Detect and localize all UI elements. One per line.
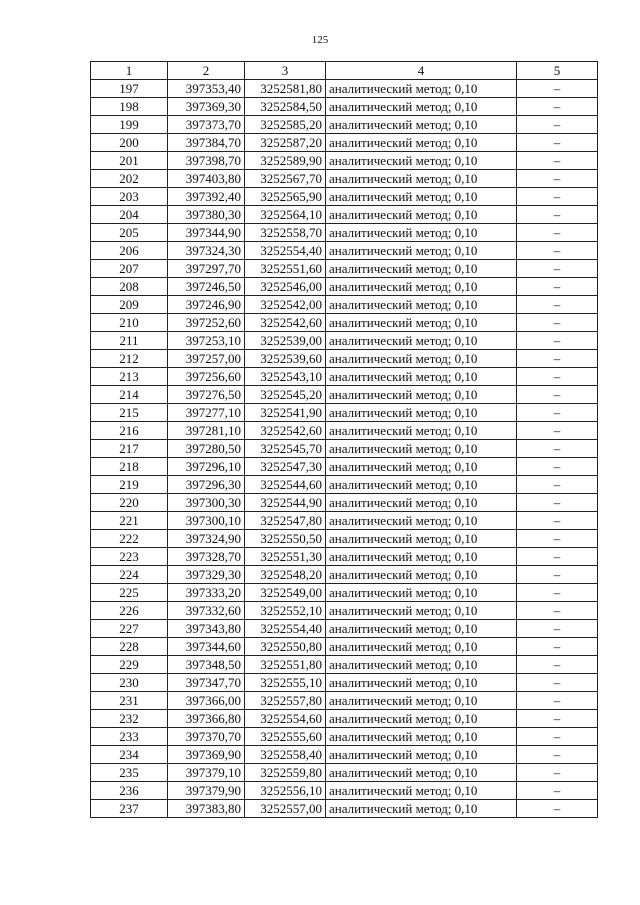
method-accuracy-cell: аналитический метод; 0,10 bbox=[326, 782, 517, 800]
y-coordinate-cell: 3252545,20 bbox=[245, 386, 326, 404]
note-cell: – bbox=[517, 368, 598, 386]
x-coordinate-cell: 397373,70 bbox=[168, 116, 245, 134]
point-number-cell: 231 bbox=[91, 692, 168, 710]
table-row bbox=[91, 494, 598, 512]
x-coordinate-cell: 397366,80 bbox=[168, 710, 245, 728]
x-coordinate-cell: 397379,10 bbox=[168, 764, 245, 782]
table-row bbox=[91, 116, 598, 134]
y-coordinate-cell: 3252549,00 bbox=[245, 584, 326, 602]
header-row bbox=[91, 62, 598, 80]
y-coordinate-cell: 3252558,70 bbox=[245, 224, 326, 242]
table-row bbox=[91, 728, 598, 746]
point-number-cell: 221 bbox=[91, 512, 168, 530]
header-col-2: 2 bbox=[168, 62, 245, 80]
x-coordinate-cell: 397348,50 bbox=[168, 656, 245, 674]
method-accuracy-cell: аналитический метод; 0,10 bbox=[326, 152, 517, 170]
method-accuracy-cell: аналитический метод; 0,10 bbox=[326, 314, 517, 332]
y-coordinate-cell: 3252567,70 bbox=[245, 170, 326, 188]
note-cell: – bbox=[517, 782, 598, 800]
y-coordinate-cell: 3252551,60 bbox=[245, 260, 326, 278]
table-row bbox=[91, 188, 598, 206]
method-accuracy-cell: аналитический метод; 0,10 bbox=[326, 620, 517, 638]
table-row bbox=[91, 152, 598, 170]
table-header bbox=[91, 62, 598, 80]
point-number-cell: 215 bbox=[91, 404, 168, 422]
method-accuracy-cell: аналитический метод; 0,10 bbox=[326, 530, 517, 548]
point-number-cell: 219 bbox=[91, 476, 168, 494]
note-cell: – bbox=[517, 656, 598, 674]
y-coordinate-cell: 3252557,00 bbox=[245, 800, 326, 818]
method-accuracy-cell: аналитический метод; 0,10 bbox=[326, 566, 517, 584]
x-coordinate-cell: 397366,00 bbox=[168, 692, 245, 710]
point-number-cell: 230 bbox=[91, 674, 168, 692]
point-number-cell: 198 bbox=[91, 98, 168, 116]
point-number-cell: 208 bbox=[91, 278, 168, 296]
x-coordinate-cell: 397344,60 bbox=[168, 638, 245, 656]
x-coordinate-cell: 397370,70 bbox=[168, 728, 245, 746]
y-coordinate-cell: 3252554,60 bbox=[245, 710, 326, 728]
note-cell: – bbox=[517, 134, 598, 152]
table-row bbox=[91, 278, 598, 296]
table-row bbox=[91, 404, 598, 422]
method-accuracy-cell: аналитический метод; 0,10 bbox=[326, 224, 517, 242]
table-row bbox=[91, 656, 598, 674]
method-accuracy-cell: аналитический метод; 0,10 bbox=[326, 548, 517, 566]
note-cell: – bbox=[517, 746, 598, 764]
y-coordinate-cell: 3252551,80 bbox=[245, 656, 326, 674]
table-row bbox=[91, 566, 598, 584]
note-cell: – bbox=[517, 188, 598, 206]
y-coordinate-cell: 3252547,30 bbox=[245, 458, 326, 476]
x-coordinate-cell: 397276,50 bbox=[168, 386, 245, 404]
x-coordinate-cell: 397344,90 bbox=[168, 224, 245, 242]
point-number-cell: 222 bbox=[91, 530, 168, 548]
point-number-cell: 235 bbox=[91, 764, 168, 782]
method-accuracy-cell: аналитический метод; 0,10 bbox=[326, 584, 517, 602]
note-cell: – bbox=[517, 494, 598, 512]
point-number-cell: 216 bbox=[91, 422, 168, 440]
x-coordinate-cell: 397252,60 bbox=[168, 314, 245, 332]
method-accuracy-cell: аналитический метод; 0,10 bbox=[326, 494, 517, 512]
point-number-cell: 206 bbox=[91, 242, 168, 260]
table-row bbox=[91, 674, 598, 692]
x-coordinate-cell: 397383,80 bbox=[168, 800, 245, 818]
note-cell: – bbox=[517, 260, 598, 278]
header-col-3: 3 bbox=[245, 62, 326, 80]
y-coordinate-cell: 3252587,20 bbox=[245, 134, 326, 152]
note-cell: – bbox=[517, 404, 598, 422]
point-number-cell: 218 bbox=[91, 458, 168, 476]
table-row bbox=[91, 584, 598, 602]
table-row bbox=[91, 458, 598, 476]
table-row bbox=[91, 80, 598, 98]
note-cell: – bbox=[517, 350, 598, 368]
method-accuracy-cell: аналитический метод; 0,10 bbox=[326, 674, 517, 692]
method-accuracy-cell: аналитический метод; 0,10 bbox=[326, 98, 517, 116]
point-number-cell: 233 bbox=[91, 728, 168, 746]
note-cell: – bbox=[517, 800, 598, 818]
point-number-cell: 209 bbox=[91, 296, 168, 314]
table-row bbox=[91, 260, 598, 278]
method-accuracy-cell: аналитический метод; 0,10 bbox=[326, 332, 517, 350]
point-number-cell: 228 bbox=[91, 638, 168, 656]
table-row bbox=[91, 548, 598, 566]
table-row bbox=[91, 800, 598, 818]
note-cell: – bbox=[517, 458, 598, 476]
point-number-cell: 197 bbox=[91, 80, 168, 98]
note-cell: – bbox=[517, 98, 598, 116]
y-coordinate-cell: 3252554,40 bbox=[245, 620, 326, 638]
method-accuracy-cell: аналитический метод; 0,10 bbox=[326, 80, 517, 98]
x-coordinate-cell: 397281,10 bbox=[168, 422, 245, 440]
note-cell: – bbox=[517, 332, 598, 350]
note-cell: – bbox=[517, 80, 598, 98]
y-coordinate-cell: 3252558,40 bbox=[245, 746, 326, 764]
y-coordinate-cell: 3252565,90 bbox=[245, 188, 326, 206]
y-coordinate-cell: 3252555,60 bbox=[245, 728, 326, 746]
y-coordinate-cell: 3252552,10 bbox=[245, 602, 326, 620]
x-coordinate-cell: 397398,70 bbox=[168, 152, 245, 170]
x-coordinate-cell: 397380,30 bbox=[168, 206, 245, 224]
x-coordinate-cell: 397246,50 bbox=[168, 278, 245, 296]
note-cell: – bbox=[517, 170, 598, 188]
method-accuracy-cell: аналитический метод; 0,10 bbox=[326, 242, 517, 260]
x-coordinate-cell: 397280,50 bbox=[168, 440, 245, 458]
y-coordinate-cell: 3252581,80 bbox=[245, 80, 326, 98]
header-col-5: 5 bbox=[517, 62, 598, 80]
table-row bbox=[91, 386, 598, 404]
x-coordinate-cell: 397257,00 bbox=[168, 350, 245, 368]
point-number-cell: 212 bbox=[91, 350, 168, 368]
method-accuracy-cell: аналитический метод; 0,10 bbox=[326, 710, 517, 728]
method-accuracy-cell: аналитический метод; 0,10 bbox=[326, 692, 517, 710]
method-accuracy-cell: аналитический метод; 0,10 bbox=[326, 206, 517, 224]
x-coordinate-cell: 397256,60 bbox=[168, 368, 245, 386]
page-number: 125 bbox=[311, 34, 329, 46]
note-cell: – bbox=[517, 476, 598, 494]
note-cell: – bbox=[517, 242, 598, 260]
method-accuracy-cell: аналитический метод; 0,10 bbox=[326, 386, 517, 404]
table-body bbox=[91, 80, 598, 818]
table-row bbox=[91, 512, 598, 530]
y-coordinate-cell: 3252564,10 bbox=[245, 206, 326, 224]
table-row bbox=[91, 242, 598, 260]
x-coordinate-cell: 397324,30 bbox=[168, 242, 245, 260]
x-coordinate-cell: 397353,40 bbox=[168, 80, 245, 98]
point-number-cell: 203 bbox=[91, 188, 168, 206]
note-cell: – bbox=[517, 710, 598, 728]
x-coordinate-cell: 397253,10 bbox=[168, 332, 245, 350]
note-cell: – bbox=[517, 440, 598, 458]
method-accuracy-cell: аналитический метод; 0,10 bbox=[326, 350, 517, 368]
point-number-cell: 210 bbox=[91, 314, 168, 332]
note-cell: – bbox=[517, 152, 598, 170]
y-coordinate-cell: 3252585,20 bbox=[245, 116, 326, 134]
point-number-cell: 217 bbox=[91, 440, 168, 458]
x-coordinate-cell: 397300,30 bbox=[168, 494, 245, 512]
point-number-cell: 202 bbox=[91, 170, 168, 188]
table-row bbox=[91, 98, 598, 116]
coordinates-table bbox=[90, 61, 598, 818]
note-cell: – bbox=[517, 314, 598, 332]
y-coordinate-cell: 3252544,60 bbox=[245, 476, 326, 494]
y-coordinate-cell: 3252555,10 bbox=[245, 674, 326, 692]
note-cell: – bbox=[517, 548, 598, 566]
y-coordinate-cell: 3252551,30 bbox=[245, 548, 326, 566]
table-row bbox=[91, 476, 598, 494]
method-accuracy-cell: аналитический метод; 0,10 bbox=[326, 116, 517, 134]
table-row bbox=[91, 224, 598, 242]
note-cell: – bbox=[517, 386, 598, 404]
point-number-cell: 201 bbox=[91, 152, 168, 170]
note-cell: – bbox=[517, 422, 598, 440]
point-number-cell: 204 bbox=[91, 206, 168, 224]
y-coordinate-cell: 3252542,00 bbox=[245, 296, 326, 314]
x-coordinate-cell: 397379,90 bbox=[168, 782, 245, 800]
x-coordinate-cell: 397296,10 bbox=[168, 458, 245, 476]
x-coordinate-cell: 397343,80 bbox=[168, 620, 245, 638]
point-number-cell: 232 bbox=[91, 710, 168, 728]
y-coordinate-cell: 3252547,80 bbox=[245, 512, 326, 530]
note-cell: – bbox=[517, 728, 598, 746]
x-coordinate-cell: 397277,10 bbox=[168, 404, 245, 422]
table-row bbox=[91, 332, 598, 350]
y-coordinate-cell: 3252548,20 bbox=[245, 566, 326, 584]
y-coordinate-cell: 3252589,90 bbox=[245, 152, 326, 170]
note-cell: – bbox=[517, 638, 598, 656]
table-row bbox=[91, 530, 598, 548]
table-row bbox=[91, 350, 598, 368]
point-number-cell: 220 bbox=[91, 494, 168, 512]
y-coordinate-cell: 3252544,90 bbox=[245, 494, 326, 512]
table-row bbox=[91, 710, 598, 728]
y-coordinate-cell: 3252543,10 bbox=[245, 368, 326, 386]
x-coordinate-cell: 397329,30 bbox=[168, 566, 245, 584]
table-row bbox=[91, 782, 598, 800]
method-accuracy-cell: аналитический метод; 0,10 bbox=[326, 602, 517, 620]
y-coordinate-cell: 3252550,50 bbox=[245, 530, 326, 548]
method-accuracy-cell: аналитический метод; 0,10 bbox=[326, 476, 517, 494]
note-cell: – bbox=[517, 764, 598, 782]
method-accuracy-cell: аналитический метод; 0,10 bbox=[326, 134, 517, 152]
note-cell: – bbox=[517, 224, 598, 242]
table-row bbox=[91, 314, 598, 332]
method-accuracy-cell: аналитический метод; 0,10 bbox=[326, 170, 517, 188]
point-number-cell: 226 bbox=[91, 602, 168, 620]
note-cell: – bbox=[517, 674, 598, 692]
method-accuracy-cell: аналитический метод; 0,10 bbox=[326, 512, 517, 530]
note-cell: – bbox=[517, 278, 598, 296]
y-coordinate-cell: 3252541,90 bbox=[245, 404, 326, 422]
point-number-cell: 223 bbox=[91, 548, 168, 566]
y-coordinate-cell: 3252554,40 bbox=[245, 242, 326, 260]
x-coordinate-cell: 397300,10 bbox=[168, 512, 245, 530]
note-cell: – bbox=[517, 206, 598, 224]
method-accuracy-cell: аналитический метод; 0,10 bbox=[326, 260, 517, 278]
point-number-cell: 237 bbox=[91, 800, 168, 818]
point-number-cell: 200 bbox=[91, 134, 168, 152]
table-row bbox=[91, 692, 598, 710]
table-row bbox=[91, 638, 598, 656]
point-number-cell: 213 bbox=[91, 368, 168, 386]
x-coordinate-cell: 397296,30 bbox=[168, 476, 245, 494]
table-row bbox=[91, 602, 598, 620]
table-row bbox=[91, 368, 598, 386]
point-number-cell: 227 bbox=[91, 620, 168, 638]
y-coordinate-cell: 3252539,60 bbox=[245, 350, 326, 368]
y-coordinate-cell: 3252584,50 bbox=[245, 98, 326, 116]
y-coordinate-cell: 3252559,80 bbox=[245, 764, 326, 782]
method-accuracy-cell: аналитический метод; 0,10 bbox=[326, 458, 517, 476]
x-coordinate-cell: 397369,30 bbox=[168, 98, 245, 116]
method-accuracy-cell: аналитический метод; 0,10 bbox=[326, 656, 517, 674]
point-number-cell: 199 bbox=[91, 116, 168, 134]
method-accuracy-cell: аналитический метод; 0,10 bbox=[326, 278, 517, 296]
table-row bbox=[91, 620, 598, 638]
method-accuracy-cell: аналитический метод; 0,10 bbox=[326, 800, 517, 818]
table-row bbox=[91, 206, 598, 224]
note-cell: – bbox=[517, 116, 598, 134]
method-accuracy-cell: аналитический метод; 0,10 bbox=[326, 638, 517, 656]
note-cell: – bbox=[517, 620, 598, 638]
x-coordinate-cell: 397333,20 bbox=[168, 584, 245, 602]
table-row bbox=[91, 170, 598, 188]
method-accuracy-cell: аналитический метод; 0,10 bbox=[326, 728, 517, 746]
note-cell: – bbox=[517, 566, 598, 584]
note-cell: – bbox=[517, 296, 598, 314]
x-coordinate-cell: 397328,70 bbox=[168, 548, 245, 566]
x-coordinate-cell: 397392,40 bbox=[168, 188, 245, 206]
note-cell: – bbox=[517, 692, 598, 710]
note-cell: – bbox=[517, 512, 598, 530]
table-row bbox=[91, 422, 598, 440]
point-number-cell: 205 bbox=[91, 224, 168, 242]
y-coordinate-cell: 3252546,00 bbox=[245, 278, 326, 296]
note-cell: – bbox=[517, 584, 598, 602]
method-accuracy-cell: аналитический метод; 0,10 bbox=[326, 296, 517, 314]
point-number-cell: 224 bbox=[91, 566, 168, 584]
x-coordinate-cell: 397332,60 bbox=[168, 602, 245, 620]
method-accuracy-cell: аналитический метод; 0,10 bbox=[326, 440, 517, 458]
y-coordinate-cell: 3252556,10 bbox=[245, 782, 326, 800]
note-cell: – bbox=[517, 530, 598, 548]
header-col-4: 4 bbox=[326, 62, 517, 80]
method-accuracy-cell: аналитический метод; 0,10 bbox=[326, 422, 517, 440]
y-coordinate-cell: 3252550,80 bbox=[245, 638, 326, 656]
y-coordinate-cell: 3252542,60 bbox=[245, 314, 326, 332]
y-coordinate-cell: 3252539,00 bbox=[245, 332, 326, 350]
y-coordinate-cell: 3252557,80 bbox=[245, 692, 326, 710]
method-accuracy-cell: аналитический метод; 0,10 bbox=[326, 188, 517, 206]
x-coordinate-cell: 397246,90 bbox=[168, 296, 245, 314]
table-row bbox=[91, 440, 598, 458]
point-number-cell: 214 bbox=[91, 386, 168, 404]
note-cell: – bbox=[517, 602, 598, 620]
point-number-cell: 225 bbox=[91, 584, 168, 602]
method-accuracy-cell: аналитический метод; 0,10 bbox=[326, 368, 517, 386]
x-coordinate-cell: 397403,80 bbox=[168, 170, 245, 188]
x-coordinate-cell: 397384,70 bbox=[168, 134, 245, 152]
table-row bbox=[91, 296, 598, 314]
table-row bbox=[91, 746, 598, 764]
table-row bbox=[91, 764, 598, 782]
y-coordinate-cell: 3252542,60 bbox=[245, 422, 326, 440]
point-number-cell: 207 bbox=[91, 260, 168, 278]
point-number-cell: 236 bbox=[91, 782, 168, 800]
table-row bbox=[91, 134, 598, 152]
method-accuracy-cell: аналитический метод; 0,10 bbox=[326, 764, 517, 782]
x-coordinate-cell: 397297,70 bbox=[168, 260, 245, 278]
header-col-1: 1 bbox=[91, 62, 168, 80]
x-coordinate-cell: 397324,90 bbox=[168, 530, 245, 548]
x-coordinate-cell: 397369,90 bbox=[168, 746, 245, 764]
point-number-cell: 229 bbox=[91, 656, 168, 674]
point-number-cell: 211 bbox=[91, 332, 168, 350]
method-accuracy-cell: аналитический метод; 0,10 bbox=[326, 404, 517, 422]
point-number-cell: 234 bbox=[91, 746, 168, 764]
y-coordinate-cell: 3252545,70 bbox=[245, 440, 326, 458]
method-accuracy-cell: аналитический метод; 0,10 bbox=[326, 746, 517, 764]
x-coordinate-cell: 397347,70 bbox=[168, 674, 245, 692]
